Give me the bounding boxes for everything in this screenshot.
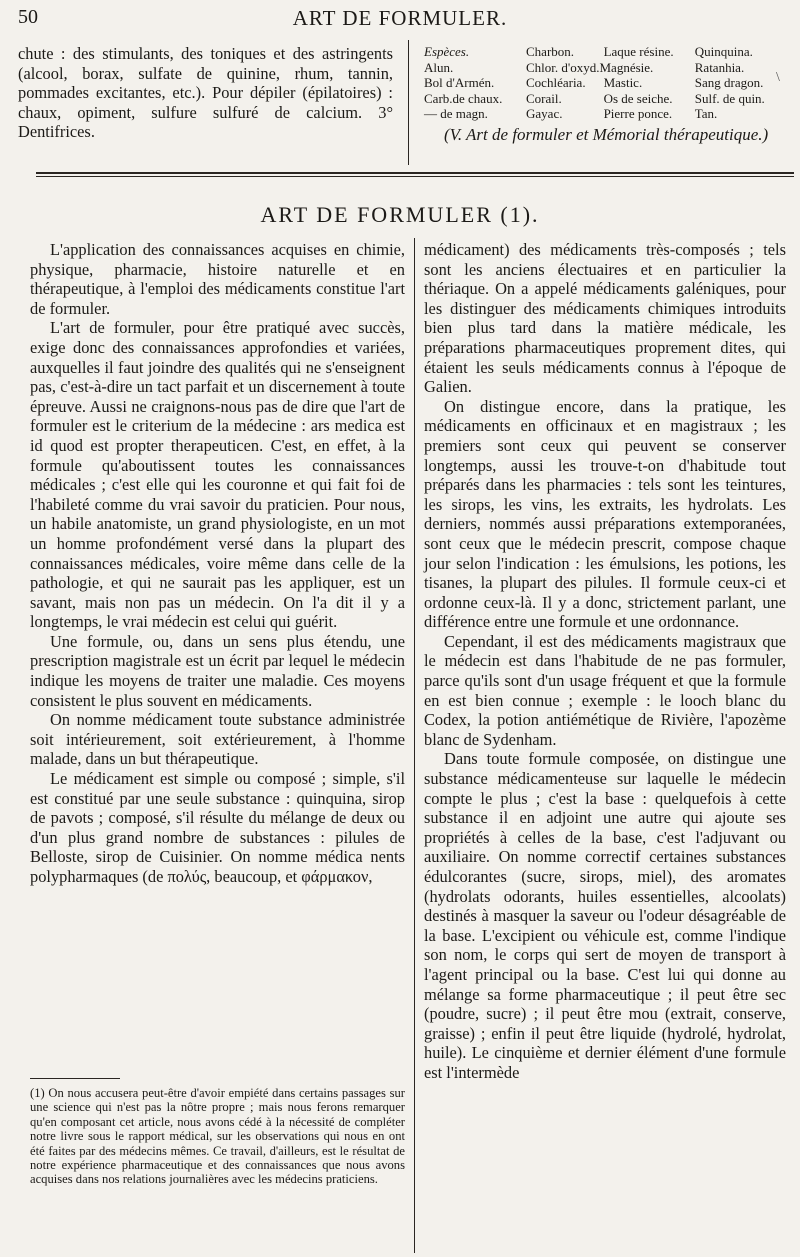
- right-column: [424, 240, 786, 1083]
- species-note: (V. Art de formuler et Mémorial thérapeutique.): [444, 124, 769, 144]
- dentifrice-text: chute : des stimulants, des toniques et des astringents (alcool, borax, sulfate de quinine, rhum, tannin, pommades excitantes, etc.). Pour dépiler (épilatoires) : chaux, opiment, sulfure sulfuré de calcium. 3° Dentifrices.: [18, 44, 393, 142]
- species-cell: Corail.: [526, 90, 562, 106]
- species-row: [424, 106, 786, 122]
- paragraph: Dans toute formule composée, on distingue une substance médicamenteuse sur laquelle le médecin compte le plus ; c'est la base : quelquefois à cette substance il en adjoint une autre qui ajoute ses propriétés à celles de la base, c'est l'adjuvant ou auxiliaire. On nomme correctif certaines substances édulcorantes (sucre, sirops, miel), des aromates (hydrolats odorants, huiles essentielles, alcoolats) destinés à masquer la saveur ou l'odeur désagréable de la base. L'excipient ou véhicule est, comme l'indique son nom, le corps qui sert de moyen de transport à l'agent principal ou la base. C'est lui qui donne au mélange sa forme pharmaceutique ; il peut être sec (poudre, sucre) ; il peut être mou (extrait, conserve, graisse) ; enfin il peut être liquide (hydrolé, hydrolat, huile). Le cinquième et dernier élément d'une formule est l'intermède: [424, 749, 786, 1082]
- species-cell: Carb.de chaux.: [424, 90, 503, 106]
- species-cell: Mastic.: [603, 75, 643, 90]
- paragraph: L'art de formuler, pour être pratiqué avec succès, exige donc des connaissances approfondies et variées, auxquelles il faut joindre des qualités qui ne s'enseignent pas, c'est-à-dire un tact parfait et un discernement à toute épreuve. Aussi ne craignons-nous pas de dire que l'art de formuler est le criterium de la médecine : ars medica est id quod est propter therapeuticen. C'est, en effet, à la formule qu'aboutissent toutes les connaissances médicales ; c'est elle qui les couronne et qui fait foi de l'habileté comme du vrai savoir du praticien. Pour nous, un habile anatomiste, un grand physiologiste, en un mot un homme profondément versé dans la plupart des connaissances médicales, voire même dans celle de la pathologie, et qui ne saurait pas les appliquer, est un savant, mais non pas un médecin. On l'a dit il y a longtemps, le vrai médecin est celui qui guérit.: [30, 318, 405, 632]
- margin-mark: \: [776, 70, 780, 85]
- footnote: (1) On nous accusera peut-être d'avoir empiété dans certains passages sur une science qui n'est pas la nôtre propre ; mais nous ferons remarquer qu'en composant cet article, nous avons cédé à la nécessité de compléter notre livre sous le rapport médical, sur les observations qui nous en ont été faites par des médecins mêmes. Ce travail, d'ailleurs, est le résultat de notre expérience pharmaceutique et des connaissances que nous avons acquises dans nos relations journalières avec les médecins praticiens.: [30, 1086, 405, 1187]
- section-title: ART DE FORMULER (1).: [260, 202, 540, 227]
- species-header-cell: Espèces.: [424, 44, 470, 59]
- species-cell: Sang dragon.: [694, 75, 764, 90]
- left-column: [30, 240, 405, 887]
- species-header-row: [424, 44, 786, 60]
- species-cell: Sulf. de quin.: [694, 90, 765, 106]
- column-divider-body: [414, 238, 415, 1253]
- running-head: ART DE FORMULER.: [292, 6, 508, 30]
- top-left-paragraph: [18, 44, 393, 142]
- species-header-cell: Quinquina.: [694, 44, 753, 59]
- paragraph: Une formule, ou, dans un sens plus étendu, une prescription magistrale est un écrit par lequel le médecin indique les moyens de traiter une maladie. Ces moyens consistent le plus souvent en médicaments.: [30, 631, 405, 710]
- section-rule: [36, 172, 794, 174]
- species-cell: Cochléaria.: [526, 75, 586, 90]
- species-cell: Chlor. d'oxyd.Magnésie.: [526, 59, 654, 75]
- species-cell: Ratanhia.: [694, 59, 745, 75]
- species-cell: Pierre ponce.: [603, 106, 673, 121]
- section-rule-thin: [36, 176, 794, 177]
- column-divider-top: [408, 40, 409, 165]
- paragraph: On distingue encore, dans la pratique, les médicaments en officinaux et en magistraux ; les premiers sont ceux qui peuvent se conserver longtemps, aussi les trouve-t-on d'habitude tout préparés dans les pharmacies : tels sont les teintures, les sirops, les vins, les extraits, les hydrolats. Les derniers, nommés aussi préparations extemporanées, sont ceux que le médecin prescrit, compose chaque jour selon l'indication : les émulsions, les potions, les tisanes, la plupart des pilules. Il formule ceux-ci et ordonne ceux-là. Il y a donc, strictement parlant, une différence entre une formule et une ordonnance.: [424, 396, 786, 632]
- species-row: [424, 75, 786, 91]
- paragraph: Le médicament est simple ou composé ; simple, s'il est constitué par une seule substance : quinquina, sirop de pavots ; composé, s'il résulte du mélange de deux ou d'un plus grand nombre de substances : pilules de Belloste, sirop de Cuisinier. On nomme médica nents polypharmaques (de πολύς, beaucoup, et φάρμακον,: [30, 769, 405, 886]
- paragraph: L'application des connaissances acquises en chimie, physique, pharmacie, histoire naturelle et en thérapeutique, à l'emploi des médicaments constitue l'art de formuler.: [30, 240, 405, 318]
- paragraph: médicament) des médicaments très-composés ; tels sont les anciens électuaires et en particulier la thériaque. On a appelé médicaments galéniques, pour les distinguer des médicaments chimiques introduits bien plus tard dans la matière médicale, les préparations pharmaceutiques proprement dites, qui étaient les seuls médicaments connus à l'époque de Galien.: [424, 240, 786, 397]
- species-row: [424, 91, 786, 107]
- species-cell: Bol d'Armén.: [424, 75, 495, 90]
- species-row: [424, 60, 786, 76]
- paragraph: Cependant, il est des médicaments magistraux que le médecin est dans l'habitude de ne pas formuler, parce qu'ils sont d'un usage fréquent et que la formule en est bien connue ; exemple : le looch blanc du Codex, la potion antiémétique de Rivière, l'apozème blanc de Sydenham.: [424, 631, 786, 749]
- species-cell: Gayac.: [526, 106, 563, 121]
- species-cell: Os de seiche.: [603, 90, 673, 106]
- species-header-cell: Laque résine.: [603, 44, 674, 59]
- paragraph: On nomme médicament toute substance administrée soit intérieurement, soit extérieurement, à l'homme malade, dans un but thérapeutique.: [30, 710, 405, 769]
- footnote-rule: [30, 1078, 120, 1079]
- species-header-cell: Charbon.: [526, 44, 575, 59]
- species-cell: — de magn.: [424, 106, 488, 121]
- species-cell: Alun.: [424, 59, 454, 75]
- species-cell: Tan.: [694, 106, 718, 121]
- species-block: [424, 44, 786, 145]
- page-number: 50: [18, 6, 38, 28]
- species-table: [424, 44, 786, 122]
